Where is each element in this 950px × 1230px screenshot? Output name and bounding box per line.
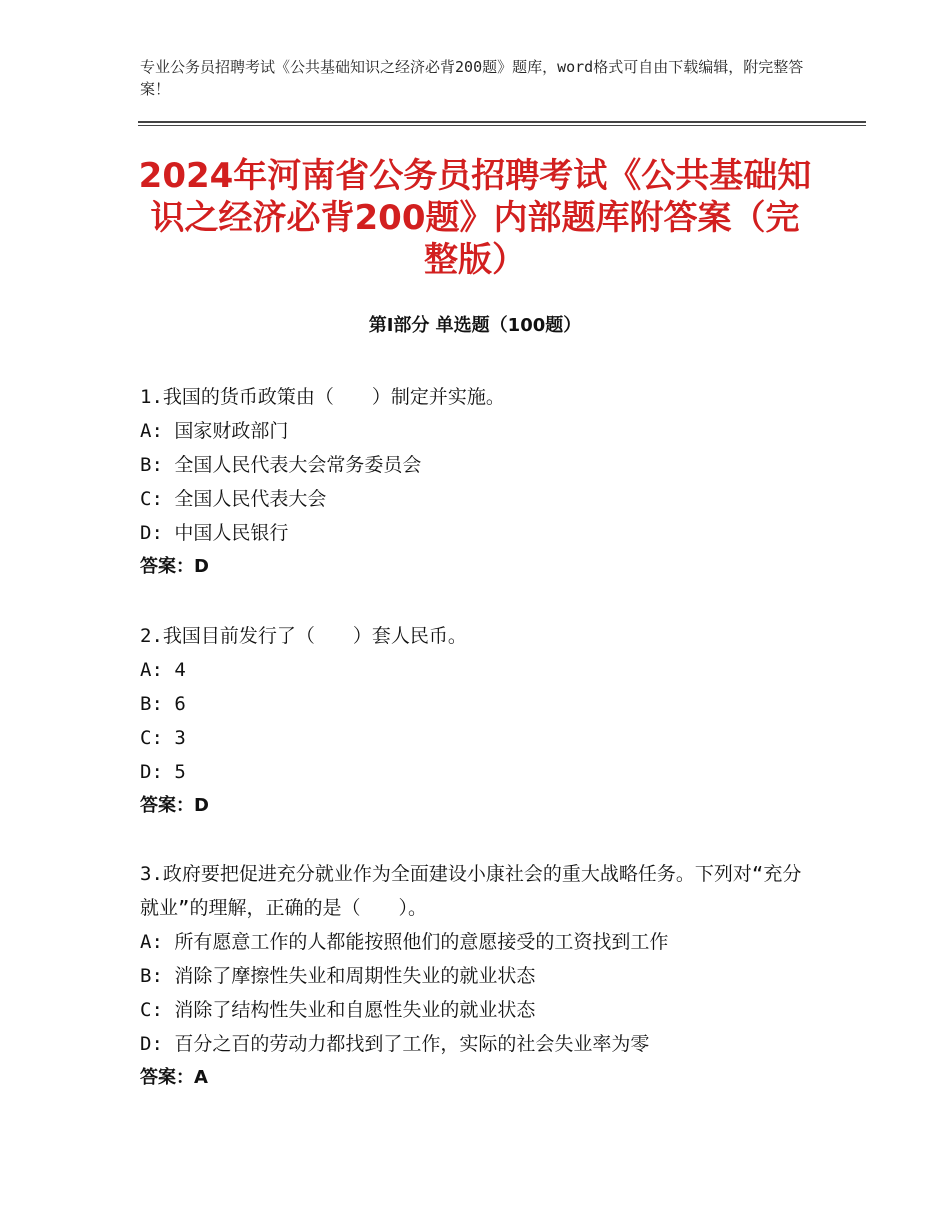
option-d: D: 中国人民银行 — [140, 522, 289, 544]
answer-label: 答案：A — [140, 1067, 208, 1088]
option-b: B: 6 — [140, 693, 186, 715]
question-text: 2.我国目前发行了（ ）套人民币。 — [140, 625, 467, 647]
section-title: 第Ⅰ部分 单选题（100题） — [368, 315, 582, 336]
question-2 — [140, 619, 810, 823]
option-c: C: 消除了结构性失业和自愿性失业的就业状态 — [140, 999, 536, 1021]
header-divider-thin — [138, 125, 866, 126]
option-c: C: 全国人民代表大会 — [140, 488, 327, 510]
option-b: B: 消除了摩擦性失业和周期性失业的就业状态 — [140, 965, 536, 987]
option-a: A: 所有愿意工作的人都能按照他们的意愿接受的工资找到工作 — [140, 931, 669, 953]
option-b: B: 全国人民代表大会常务委员会 — [140, 454, 422, 476]
header-note: 专业公务员招聘考试《公共基础知识之经济必背200题》题库，word格式可自由下载编辑，附完整答案！ — [140, 58, 804, 98]
question-3 — [140, 857, 810, 1095]
question-1 — [140, 380, 810, 584]
question-text: 1.我国的货币政策由（ ）制定并实施。 — [140, 386, 505, 408]
header-divider — [138, 121, 866, 123]
option-c: C: 3 — [140, 727, 186, 749]
option-a: A: 4 — [140, 659, 186, 681]
option-d: D: 5 — [140, 761, 186, 783]
question-text: 3.政府要把促进充分就业作为全面建设小康社会的重大战略任务。下列对“充分就业”的理解，正确的是（ ）。 — [140, 863, 802, 919]
document-title: 2024年河南省公务员招聘考试《公共基础知识之经济必背200题》内部题库附答案（完整版） — [138, 156, 812, 280]
answer-label: 答案：D — [140, 556, 209, 577]
answer-label: 答案：D — [140, 795, 209, 816]
option-d: D: 百分之百的劳动力都找到了工作，实际的社会失业率为零 — [140, 1033, 650, 1055]
option-a: A: 国家财政部门 — [140, 420, 289, 442]
